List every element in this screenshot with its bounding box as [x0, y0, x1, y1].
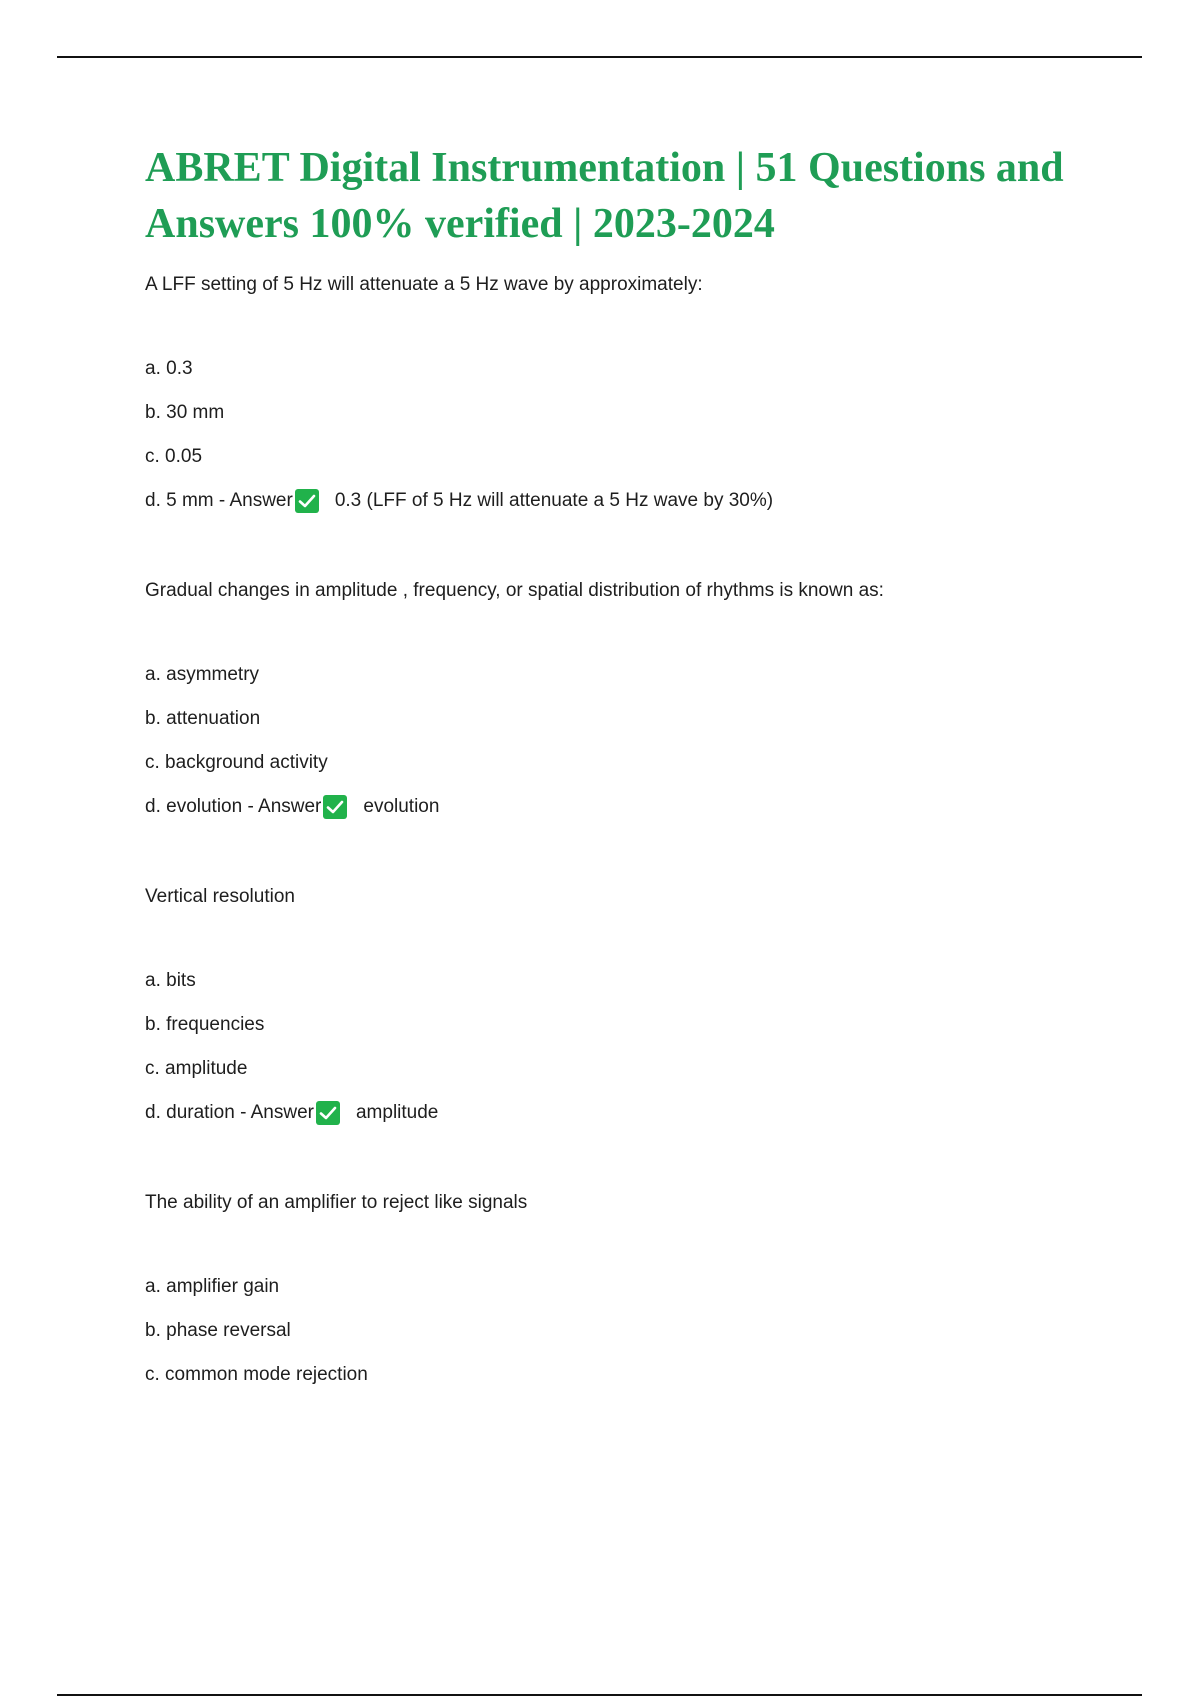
check-mark-icon — [295, 489, 319, 513]
option-d-answer — [145, 488, 1105, 514]
question-text: The ability of an amplifier to reject like signals — [145, 1192, 528, 1213]
document-title: ABRET Digital Instrumentation | 51 Questions and Answers 100% verified | 2023-2024 — [145, 145, 1064, 247]
answer-text: amplitude — [355, 1102, 439, 1123]
option-d: d. duration - Answer — [145, 1102, 314, 1123]
question-text: Gradual changes in amplitude , frequency, or spatial distribution of rhythms is known as: — [145, 580, 884, 601]
option-c: c. amplitude — [145, 1058, 248, 1079]
option-d-answer — [145, 1100, 1105, 1126]
option-c: c. common mode rejection — [145, 1364, 368, 1385]
option-d: d. evolution - Answer — [145, 796, 322, 817]
document-body — [145, 140, 1105, 1406]
check-mark-icon — [323, 795, 347, 819]
option-a: a. asymmetry — [145, 664, 260, 685]
question-block — [145, 1190, 1105, 1388]
option-a: a. amplifier gain — [145, 1276, 280, 1297]
question-block — [145, 272, 1105, 578]
option-c: c. background activity — [145, 752, 328, 773]
option-c: c. 0.05 — [145, 446, 203, 467]
top-rule — [57, 56, 1142, 58]
option-a: a. 0.3 — [145, 358, 193, 379]
answer-text: 0.3 (LFF of 5 Hz will attenuate a 5 Hz wave by 30%) — [334, 490, 774, 511]
question-block — [145, 578, 1105, 884]
option-b: b. attenuation — [145, 708, 261, 729]
option-d-answer — [145, 794, 1105, 820]
answer-text: evolution — [363, 796, 440, 817]
check-mark-icon — [316, 1101, 340, 1125]
option-d: d. 5 mm - Answer — [145, 490, 293, 511]
option-b: b. phase reversal — [145, 1320, 291, 1341]
option-a: a. bits — [145, 970, 196, 991]
question-block — [145, 884, 1105, 1190]
option-b: b. 30 mm — [145, 402, 225, 423]
question-text: A LFF setting of 5 Hz will attenuate a 5 Hz wave by approximately: — [145, 274, 703, 295]
bottom-rule — [57, 1694, 1142, 1696]
option-b: b. frequencies — [145, 1014, 265, 1035]
question-text: Vertical resolution — [145, 886, 295, 907]
